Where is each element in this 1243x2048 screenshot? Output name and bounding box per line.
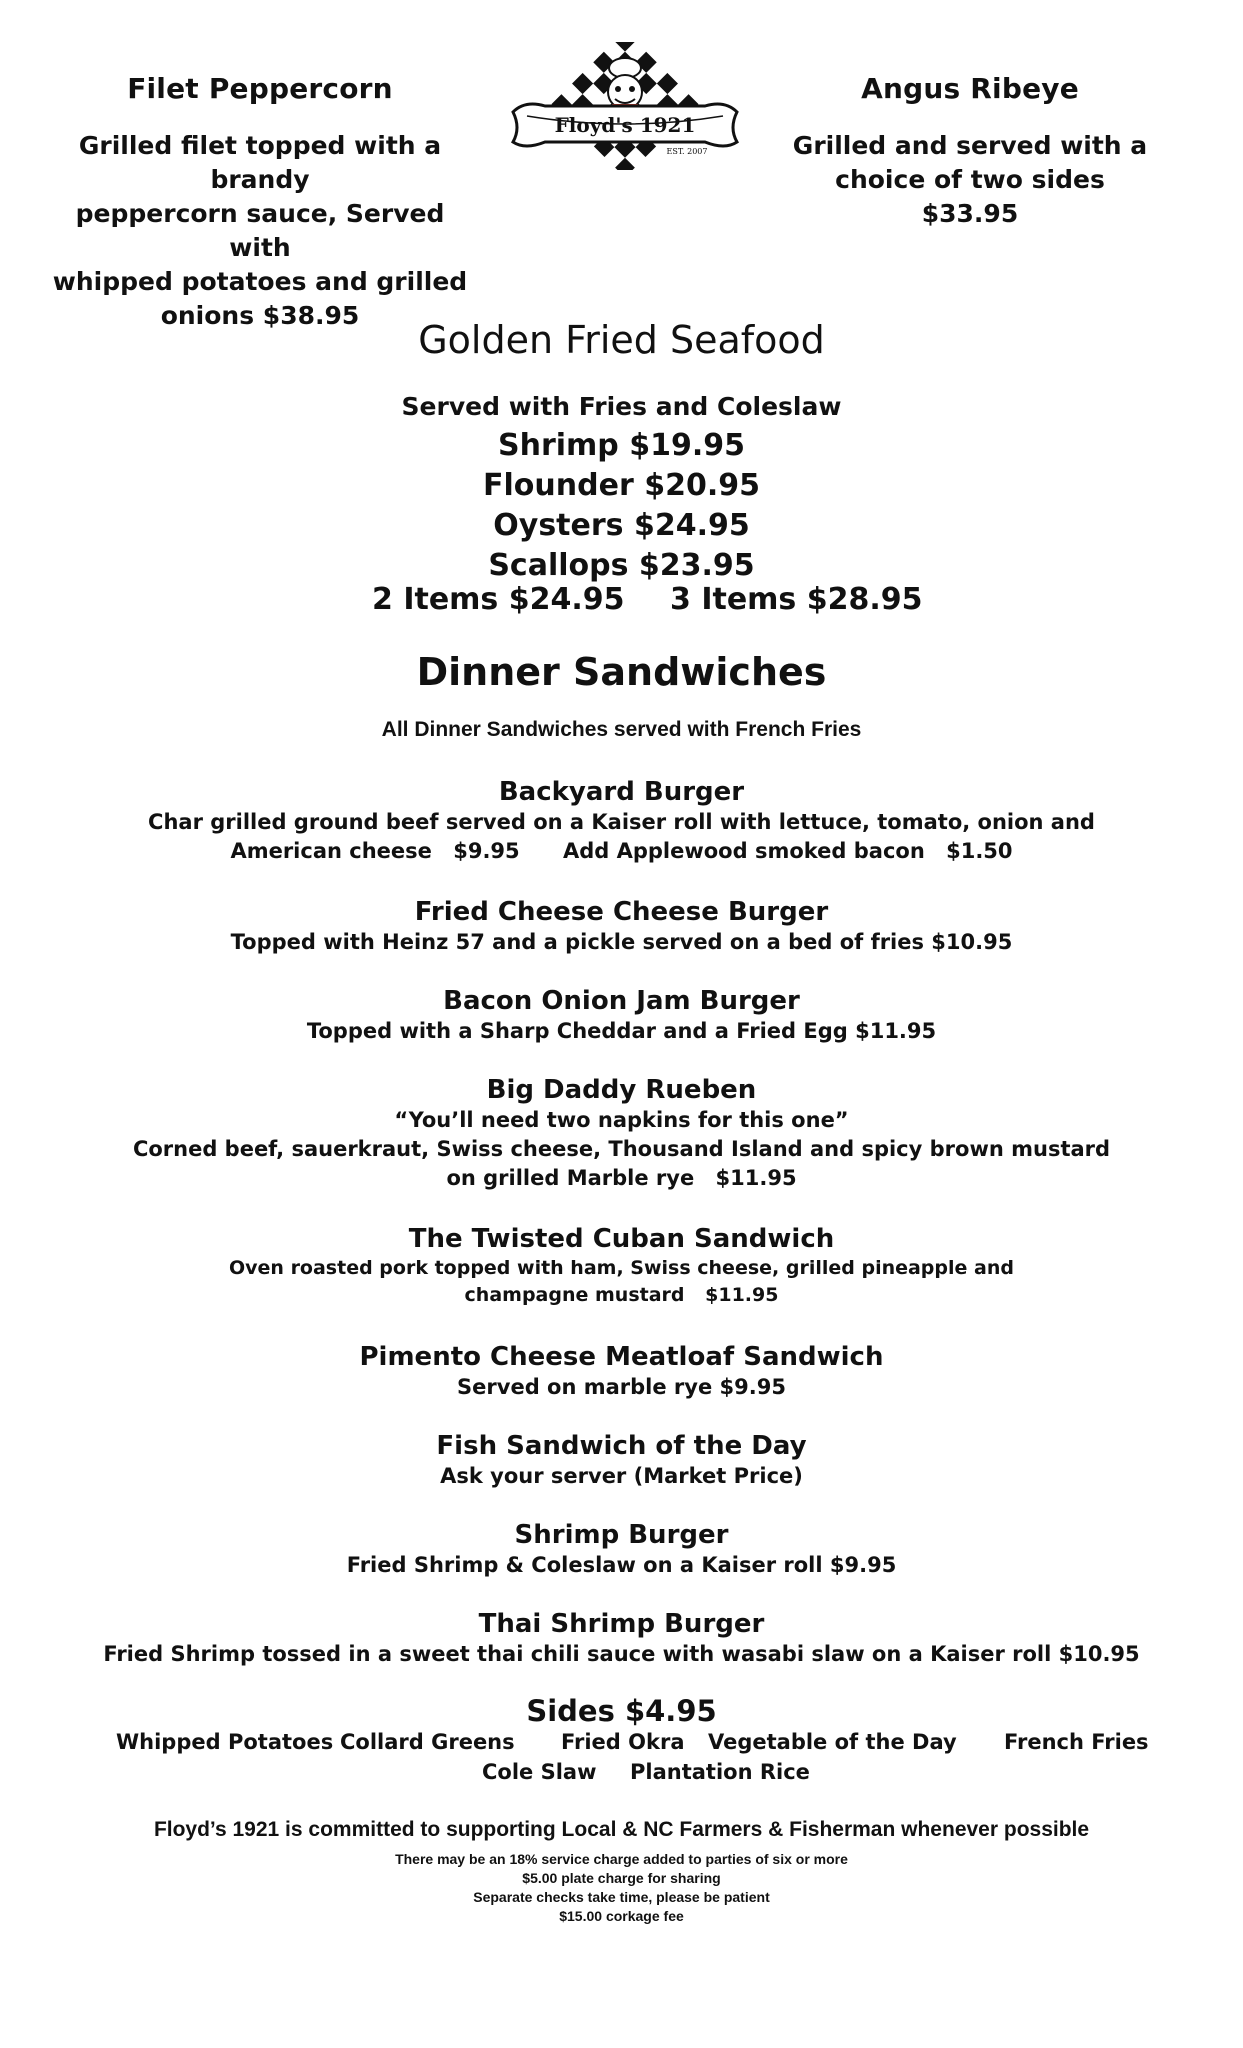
sandwiches-note: All Dinner Sandwiches served with French Fries <box>381 718 862 741</box>
seafood-subheading: Served with Fries and Coleslaw <box>401 392 842 421</box>
sandwiches-heading: Dinner Sandwiches <box>416 650 827 694</box>
sides-heading: Sides $4.95 <box>526 1694 717 1728</box>
filet-desc-line: whipped potatoes and grilled <box>52 267 468 296</box>
menu-item-fried-cheese-burger <box>60 896 1183 957</box>
item-description: Fried Shrimp tossed in a sweet thai chili sauce with wasabi slaw on a Kaiser roll $10.95 <box>103 1642 1140 1666</box>
angus-ribeye-item <box>770 72 1170 231</box>
side-item: French Fries <box>1004 1730 1149 1754</box>
item-tagline: “You’ll need two napkins for this one” <box>394 1108 849 1132</box>
filet-desc-line: Grilled filet topped with a brandy <box>78 131 442 194</box>
seafood-combo-three: 3 Items $28.95 <box>670 582 923 617</box>
side-item: Cole Slaw <box>482 1760 597 1784</box>
item-description: Corned beef, sauerkraut, Swiss cheese, Thousand Island and spicy brown mustard <box>132 1137 1111 1161</box>
side-item: Whipped Potatoes <box>116 1730 334 1754</box>
filet-desc-line: onions $38.95 <box>160 301 360 330</box>
item-title: Shrimp Burger <box>514 1520 729 1550</box>
seafood-item: Shrimp $19.95 <box>498 428 745 463</box>
seafood-heading: Golden Fried Seafood <box>418 318 825 362</box>
menu-item-fish-sandwich <box>60 1430 1183 1491</box>
logo-subtext: EST. 2007 <box>666 147 708 156</box>
menu-item-twisted-cuban <box>60 1223 1183 1309</box>
side-item: Plantation Rice <box>630 1760 810 1784</box>
item-title: Thai Shrimp Burger <box>478 1609 765 1639</box>
menu-item-shrimp-burger <box>60 1519 1183 1580</box>
item-price: $11.95 <box>715 1166 797 1190</box>
angus-ribeye-description <box>770 129 1170 231</box>
footer-commitment: Floyd’s 1921 is committed to supporting Local & NC Farmers & Fisherman whenever possible <box>153 1818 1090 1841</box>
footer-note: Separate checks take time, please be patient <box>473 1889 770 1905</box>
footer-notes <box>0 1850 1243 1926</box>
seafood-item: Flounder $20.95 <box>483 468 760 503</box>
item-description: Char grilled ground beef served on a Kaiser roll with lettuce, tomato, onion and <box>148 810 1095 834</box>
ribeye-desc-line: $33.95 <box>921 199 1019 228</box>
seafood-item: Oysters $24.95 <box>493 508 750 543</box>
angus-ribeye-title: Angus Ribeye <box>861 72 1079 105</box>
item-text: American cheese <box>230 839 432 863</box>
menu-item-bacon-onion-jam-burger <box>60 985 1183 1046</box>
item-price: $11.95 <box>705 1284 779 1306</box>
item-text: on grilled Marble rye <box>446 1166 695 1190</box>
side-item: Collard Greens <box>340 1730 515 1754</box>
footer-note: $5.00 plate charge for sharing <box>522 1870 721 1886</box>
item-addon-price: $1.50 <box>946 839 1013 863</box>
item-description <box>60 837 1183 866</box>
item-title: The Twisted Cuban Sandwich <box>408 1224 835 1254</box>
floyds-logo <box>505 42 745 170</box>
item-title: Pimento Cheese Meatloaf Sandwich <box>359 1342 884 1372</box>
item-description: Topped with Heinz 57 and a pickle served on a bed of fries $10.95 <box>230 930 1013 954</box>
item-description: Ask your server (Market Price) <box>440 1464 803 1488</box>
menu-item-thai-shrimp-burger <box>60 1608 1183 1669</box>
side-item: Fried Okra <box>561 1730 685 1754</box>
menu-item-pimento-meatloaf <box>60 1341 1183 1402</box>
item-title: Bacon Onion Jam Burger <box>443 986 800 1016</box>
item-title: Big Daddy Rueben <box>486 1075 757 1105</box>
item-addon: Add Applewood smoked bacon <box>562 839 925 863</box>
filet-peppercorn-title: Filet Peppercorn <box>127 72 393 105</box>
item-description <box>60 1164 1183 1193</box>
menu-item-big-daddy-rueben <box>60 1074 1183 1193</box>
logo-text: Floyd's 1921 <box>554 113 696 137</box>
ribeye-desc-line: choice of two sides <box>835 165 1105 194</box>
item-title: Backyard Burger <box>498 777 745 807</box>
item-description: Topped with a Sharp Cheddar and a Fried Egg $11.95 <box>306 1019 937 1043</box>
side-item: Vegetable of the Day <box>708 1730 957 1754</box>
item-title: Fish Sandwich of the Day <box>436 1431 807 1461</box>
footer-note: There may be an 18% service charge added to parties of six or more <box>395 1851 848 1867</box>
item-description: Served on marble rye $9.95 <box>457 1375 786 1399</box>
item-price: $9.95 <box>453 839 520 863</box>
item-description: Oven roasted pork topped with ham, Swiss cheese, grilled pineapple and <box>229 1257 1014 1279</box>
item-description: Fried Shrimp & Coleslaw on a Kaiser roll $9.95 <box>346 1553 897 1577</box>
filet-peppercorn-item <box>45 72 475 333</box>
footer-note: $15.00 corkage fee <box>559 1908 684 1924</box>
filet-desc-line: peppercorn sauce, Served with <box>75 199 445 262</box>
seafood-combo-two: 2 Items $24.95 <box>372 582 625 617</box>
filet-peppercorn-description <box>45 129 475 333</box>
seafood-item: Scallops $23.95 <box>488 548 755 583</box>
ribeye-desc-line: Grilled and served with a <box>792 131 1148 160</box>
menu-item-backyard-burger <box>60 776 1183 866</box>
item-text: champagne mustard <box>464 1284 685 1306</box>
item-title: Fried Cheese Cheese Burger <box>414 897 829 927</box>
item-description <box>60 1282 1183 1309</box>
